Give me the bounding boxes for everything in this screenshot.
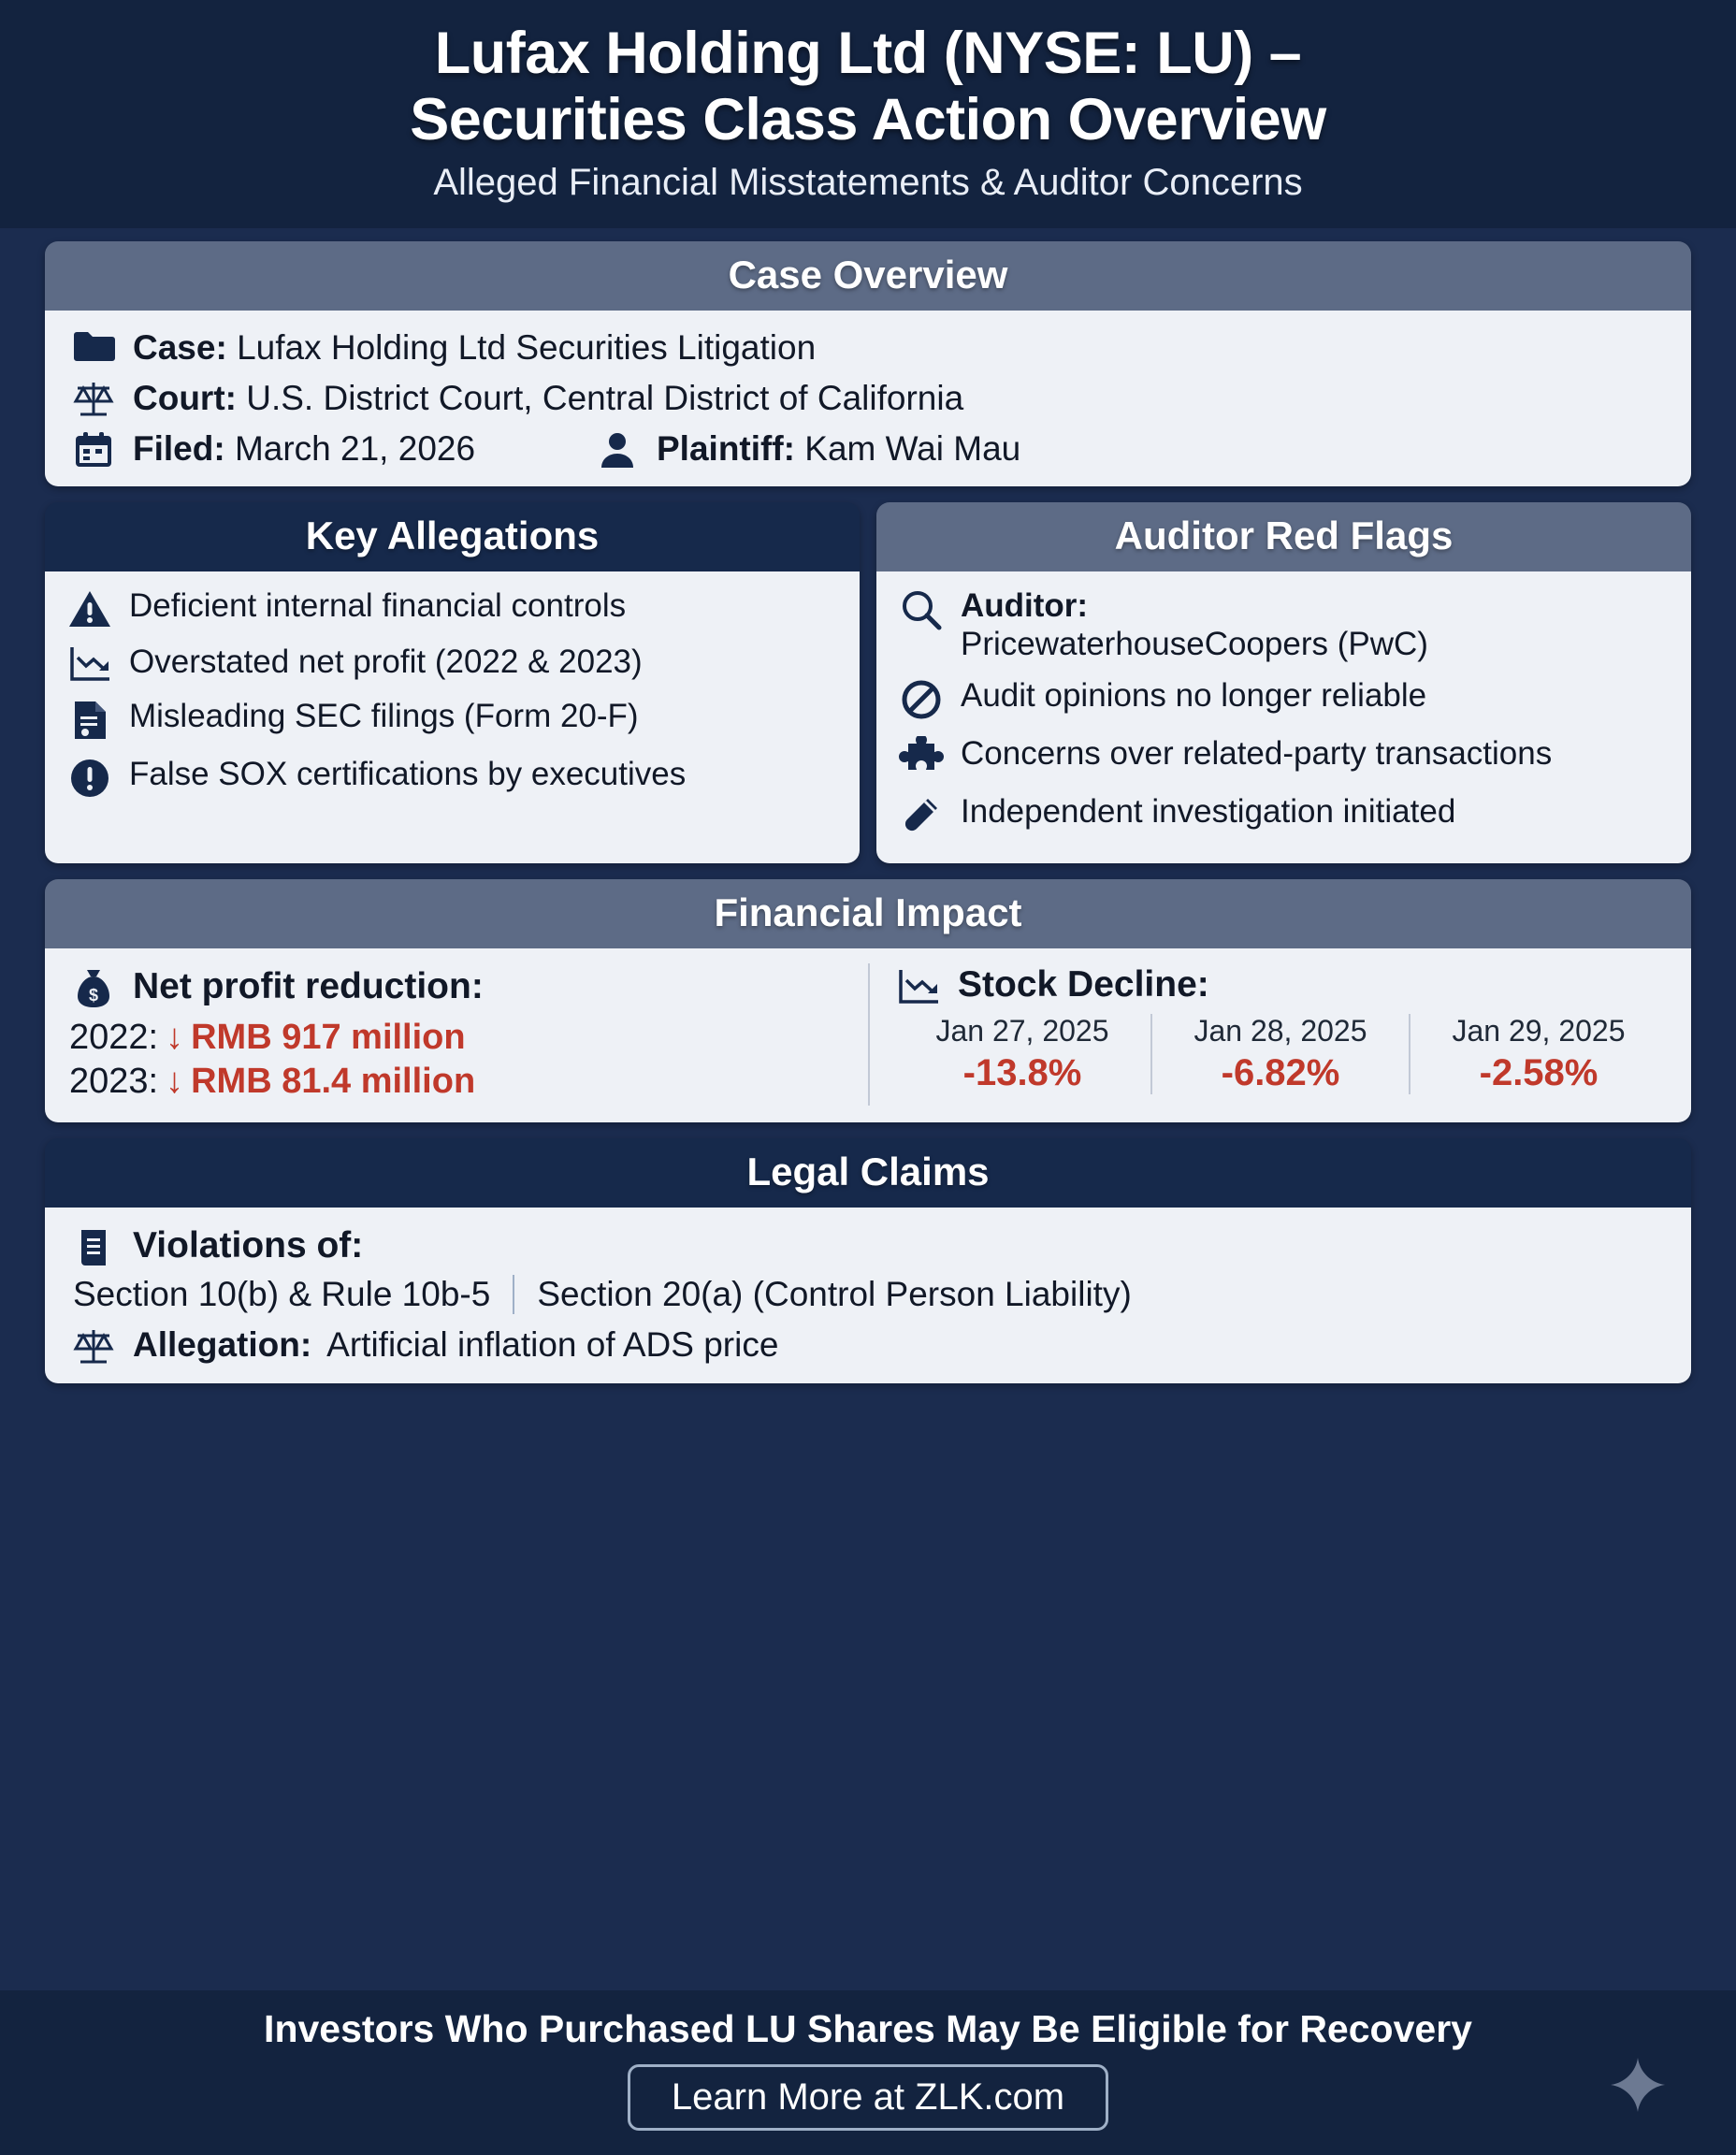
auditor-red-flags-title: Auditor Red Flags bbox=[876, 502, 1691, 571]
stock-heading: Stock Decline: bbox=[958, 964, 1209, 1005]
stock-date: Jan 27, 2025 bbox=[935, 1014, 1109, 1049]
filed-plaintiff-row bbox=[69, 427, 1667, 470]
net-profit-heading-row bbox=[69, 963, 847, 1010]
plaintiff-row bbox=[593, 427, 1667, 470]
violations-row bbox=[69, 1222, 1667, 1269]
allegation-item bbox=[65, 753, 839, 800]
stock-change: -2.58% bbox=[1479, 1052, 1599, 1094]
scales-icon bbox=[69, 1323, 118, 1367]
chart-decline-icon bbox=[894, 963, 943, 1006]
svg-text:$: $ bbox=[88, 986, 99, 1005]
plaintiff-label: Plaintiff: bbox=[657, 428, 795, 468]
financial-impact-title: Financial Impact bbox=[45, 879, 1691, 948]
allegation-text: False SOX certifications by executives bbox=[129, 755, 687, 792]
legal-claims-title: Legal Claims bbox=[45, 1138, 1691, 1208]
financial-impact-body bbox=[45, 948, 1691, 1122]
net-profit-heading: Net profit reduction: bbox=[133, 966, 484, 1007]
allegation-label: Allegation: bbox=[133, 1325, 312, 1365]
red-flag-text: Audit opinions no longer reliable bbox=[961, 677, 1427, 715]
stock-heading-row bbox=[894, 963, 1667, 1006]
auditor-value: PricewaterhouseCoopers (PwC) bbox=[961, 626, 1428, 663]
magnifier-icon bbox=[897, 585, 946, 631]
content-area bbox=[0, 228, 1736, 1975]
folder-icon bbox=[69, 325, 118, 365]
allegation-row bbox=[69, 1323, 1667, 1367]
stock-change: -6.82% bbox=[1221, 1052, 1340, 1094]
case-label: Case: bbox=[133, 328, 227, 368]
red-flag-text: Concerns over related-party transactions bbox=[961, 735, 1553, 773]
header bbox=[0, 0, 1736, 228]
net-profit-row bbox=[69, 1062, 847, 1102]
page-title bbox=[37, 21, 1699, 152]
net-profit-value: RMB 81.4 million bbox=[191, 1062, 476, 1102]
auditor-row bbox=[897, 585, 1671, 664]
scales-icon bbox=[69, 376, 118, 419]
stock-decline-section bbox=[868, 963, 1667, 1106]
case-overview-card bbox=[45, 241, 1691, 486]
case-overview-body bbox=[45, 311, 1691, 486]
key-allegations-title: Key Allegations bbox=[45, 502, 860, 571]
stock-column bbox=[894, 1014, 1150, 1094]
case-text bbox=[133, 325, 816, 369]
page-subtitle: Alleged Financial Misstatements & Auditor Concerns bbox=[433, 162, 1303, 204]
plaintiff-text bbox=[657, 427, 1020, 470]
person-icon bbox=[593, 427, 642, 470]
key-allegations-body bbox=[45, 571, 860, 864]
auditor-red-flags-body bbox=[876, 571, 1691, 864]
net-profit-value: RMB 917 million bbox=[191, 1018, 466, 1058]
learn-more-button[interactable]: Learn More at ZLK.com bbox=[628, 2064, 1108, 2131]
red-flag-text: Independent investigation initiated bbox=[961, 793, 1456, 831]
auditor-red-flags-card bbox=[876, 502, 1691, 864]
net-profit-year: 2023: bbox=[69, 1062, 159, 1102]
case-overview-title: Case Overview bbox=[45, 241, 1691, 311]
violations-label: Violations of: bbox=[133, 1225, 364, 1266]
stock-date: Jan 29, 2025 bbox=[1452, 1014, 1626, 1049]
stock-column bbox=[1409, 1014, 1667, 1094]
allegation-value: Artificial inflation of ADS price bbox=[326, 1325, 779, 1365]
plaintiff-value: Kam Wai Mau bbox=[804, 428, 1021, 468]
violation-b: Section 20(a) (Control Person Liability) bbox=[513, 1275, 1131, 1314]
middle-columns bbox=[45, 502, 1691, 864]
allegation-item bbox=[65, 585, 839, 629]
calendar-icon bbox=[69, 427, 118, 470]
stock-column bbox=[1150, 1014, 1409, 1094]
allegation-text: Deficient internal financial controls bbox=[129, 586, 627, 624]
title-line-1: Lufax Holding Ltd (NYSE: LU) – bbox=[434, 21, 1302, 86]
puzzle-piece-icon bbox=[897, 732, 946, 779]
stock-grid bbox=[894, 1014, 1667, 1094]
case-value: Lufax Holding Ltd Securities Litigation bbox=[237, 328, 817, 368]
allegation-item bbox=[65, 641, 839, 684]
exclamation-circle-icon bbox=[65, 753, 114, 800]
footer-message: Investors Who Purchased LU Shares May Be Eligible for Recovery bbox=[264, 2007, 1472, 2050]
violation-a: Section 10(b) & Rule 10b-5 bbox=[73, 1275, 491, 1314]
stock-date: Jan 28, 2025 bbox=[1194, 1014, 1367, 1049]
auditor-text bbox=[961, 585, 1428, 664]
scroll-icon bbox=[69, 1222, 118, 1269]
down-arrow-icon: ↓ bbox=[166, 1018, 184, 1058]
filed-label: Filed: bbox=[133, 428, 225, 468]
legal-claims-card bbox=[45, 1138, 1691, 1383]
filed-text bbox=[133, 427, 475, 470]
allegation-text: Overstated net profit (2022 & 2023) bbox=[129, 643, 643, 680]
red-flag-item bbox=[897, 732, 1671, 779]
sparkle-icon bbox=[1609, 2056, 1667, 2114]
red-flag-item bbox=[897, 674, 1671, 721]
prohibited-icon bbox=[897, 674, 946, 721]
document-icon bbox=[65, 695, 114, 742]
filed-value: March 21, 2026 bbox=[234, 428, 476, 468]
filed-row bbox=[69, 427, 593, 470]
net-profit-row bbox=[69, 1018, 847, 1058]
chart-decline-icon bbox=[65, 641, 114, 684]
case-row bbox=[69, 325, 1667, 369]
violations-list bbox=[73, 1275, 1667, 1314]
key-allegations-card bbox=[45, 502, 860, 864]
financial-impact-card bbox=[45, 879, 1691, 1122]
red-flag-item bbox=[897, 790, 1671, 837]
allegation-text: Misleading SEC filings (Form 20-F) bbox=[129, 697, 639, 734]
court-label: Court: bbox=[133, 378, 237, 417]
stock-change: -13.8% bbox=[962, 1052, 1082, 1094]
net-profit-section bbox=[69, 963, 868, 1106]
auditor-label: Auditor: bbox=[961, 586, 1089, 624]
legal-claims-body bbox=[45, 1208, 1691, 1383]
money-bag-icon bbox=[69, 963, 118, 1010]
warning-triangle-icon bbox=[65, 585, 114, 629]
down-arrow-icon: ↓ bbox=[166, 1062, 184, 1102]
court-value: U.S. District Court, Central District of California bbox=[246, 378, 964, 417]
allegation-item bbox=[65, 695, 839, 742]
court-row bbox=[69, 376, 1667, 419]
footer bbox=[0, 1990, 1736, 2155]
test-tube-icon bbox=[897, 790, 946, 837]
net-profit-year: 2022: bbox=[69, 1018, 159, 1058]
court-text bbox=[133, 376, 963, 419]
title-line-2: Securities Class Action Overview bbox=[410, 86, 1326, 152]
